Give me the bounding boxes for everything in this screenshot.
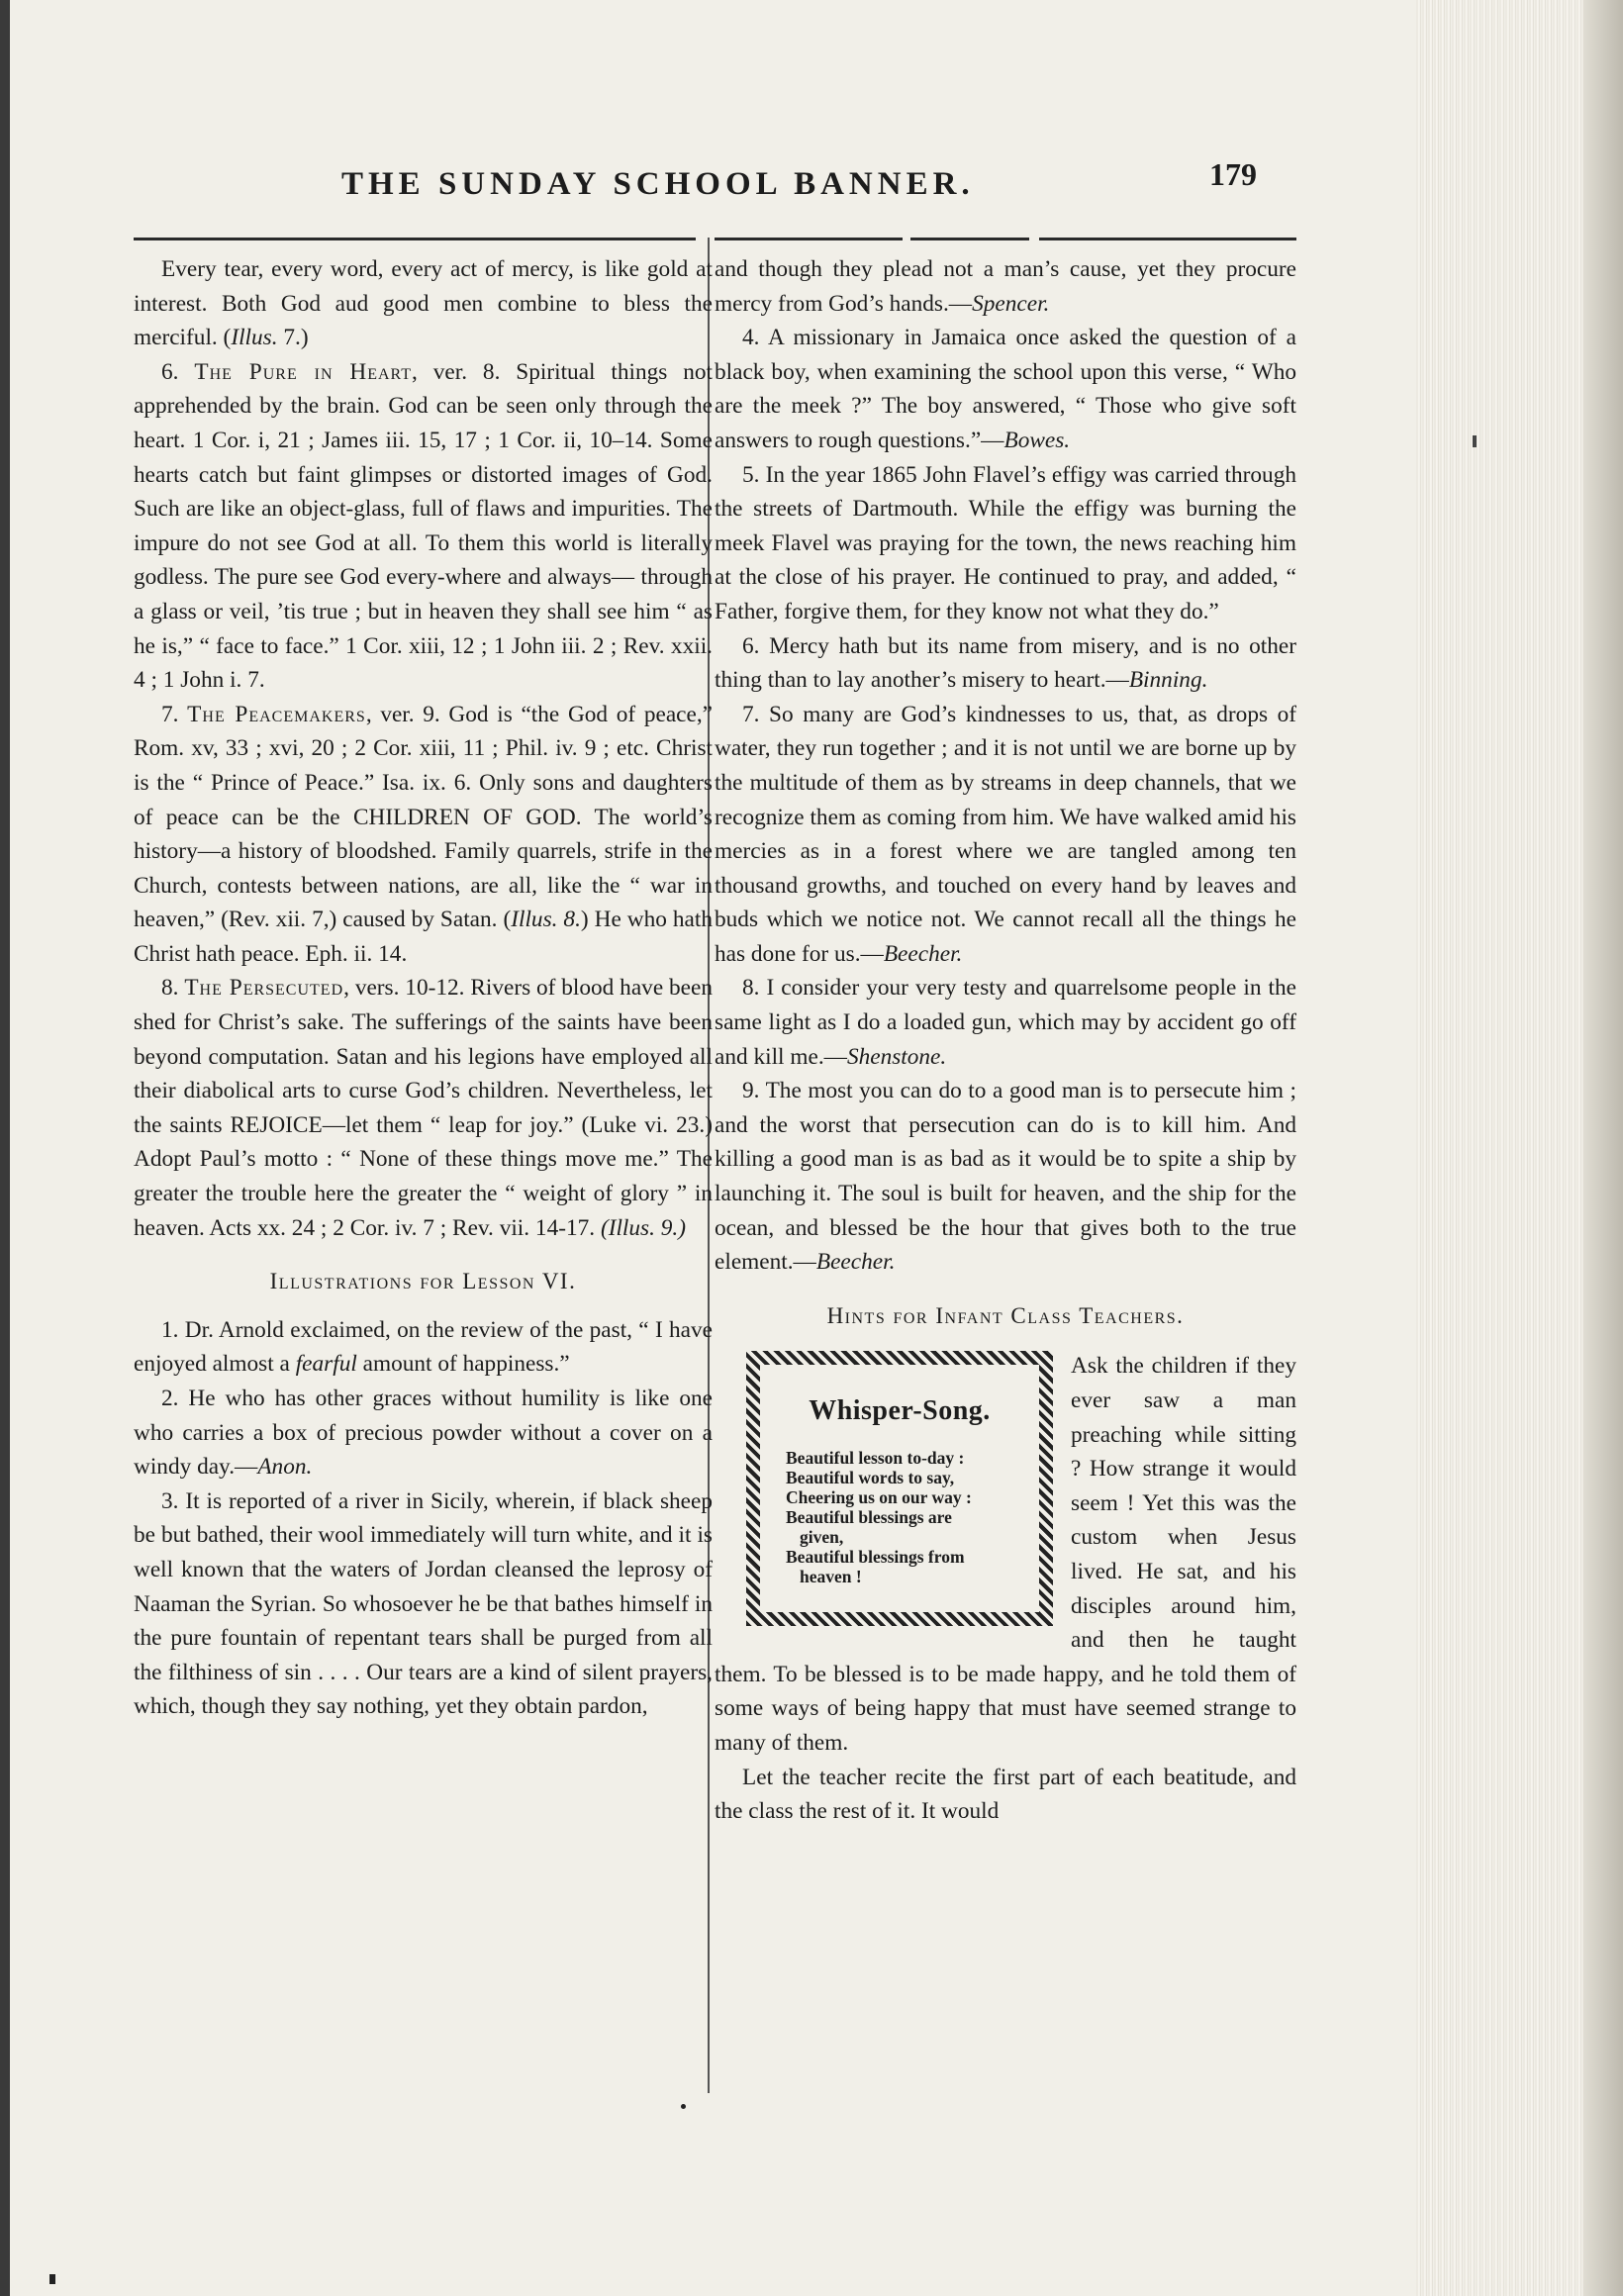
verse-line: Beautiful blessings from xyxy=(786,1547,965,1568)
paragraph: and though they plead not a man’s cause, yet they procure mercy from God’s hands.—Spencer. xyxy=(715,256,1296,317)
right-column xyxy=(715,252,1296,1829)
paragraph: 6. Mercy hath but its name from misery, and is no other thing than to lay another’s misery to heart.—Binning. xyxy=(715,632,1296,694)
page-header xyxy=(0,148,1405,208)
paragraph: Ask the children if they ever saw a man preaching while sitting ? How strange it would seem ! Yet this was the custom when Jesus lived. He sat, and his disciples around him, and then he taught them. To be blessed is to be made happy, and he told them of some ways of being happy that must have seemed strange to many of them. xyxy=(715,1353,1296,1756)
section-heading: Illustrations for Lesson VI. xyxy=(269,1269,577,1294)
header-rule-right-3 xyxy=(1039,238,1296,240)
paragraph: 2. He who has other graces without humility is like one who carries a box of precious powder without a cover on a windy day.—Anon. xyxy=(134,1386,713,1481)
left-column xyxy=(134,252,713,1724)
verse-line: heaven ! xyxy=(800,1567,862,1587)
paragraph: Let the teacher recite the first part of each beatitude, and the class the rest of it. It would xyxy=(715,1764,1296,1825)
verse-line: Beautiful blessings are xyxy=(786,1507,952,1528)
header-rule-left xyxy=(134,238,696,240)
margin-speck xyxy=(1473,435,1477,447)
paragraph: 8. I consider your very testy and quarrelsome people in the same light as I do a loaded gun, which may by accident go off and kill me.—Shenstone. xyxy=(715,975,1296,1070)
header-rule-right-1 xyxy=(715,238,903,240)
paragraph: 1. Dr. Arnold exclaimed, on the review of the past, “ I have enjoyed almost a fearful amount of happiness.” xyxy=(134,1316,713,1378)
paragraph: 6. The Pure in Heart, ver. 8. Spiritual things not apprehended by the brain. God can be seen only through the heart. 1 Cor. i, 21 ; James iii. 15, 17 ; 1 Cor. ii, 10–14. Some hearts catch but faint glimpses or distorted images of God. Such are like an object-glass, full of flaws and impurities. The impure do not see God at all. To them this world is literally godless. The pure see God every-where and always— through a glass or veil, ’tis true ; but in heaven they shall see him “ as he is,” “ face to face.” 1 Cor. xiii, 12 ; 1 John iii. 2 ; Rev. xxii. 4 ; 1 John i. 7. xyxy=(134,358,713,694)
paragraph: 8. The Persecuted, vers. 10-12. Rivers of blood have been shed for Christ’s sake. The sufferings of the saints have been beyond computation. Satan and his legions have employed all their diabolical arts to curse God’s children. Nevertheless, let the saints REJOICE—let them “ leap for joy.” (Luke vi. 23.) Adopt Paul’s motto : “ None of these things move me.” The greater the trouble here the greater the “ weight of glory ” in heaven. Acts xx. 24 ; 2 Cor. iv. 7 ; Rev. vii. 14-17. (Illus. 9.) xyxy=(134,975,713,1241)
paragraph: 4. A missionary in Jamaica once asked the question of a black boy, when examining the school upon this verse, “ Who are the meek ?” The boy answered, “ Those who give soft answers to rough questions.”—Bowes. xyxy=(715,325,1296,453)
page-number: 179 xyxy=(1209,156,1257,192)
ink-dot xyxy=(681,2104,686,2109)
paragraph: Every tear, every word, every act of mercy, is like gold at interest. Both God aud good men combine to bless the merciful. (Illus. 7.) xyxy=(134,256,713,351)
paragraph: 9. The most you can do to a good man is to persecute him ; and the worst that persecution can do is to kill him. And killing a good man is as bad as it would be to spite a ship by launching it. The soul is built for heaven, and the ship for the ocean, and blessed be the hour that gives both to the true element.—Beecher. xyxy=(715,1078,1296,1276)
verse-line: given, xyxy=(800,1527,844,1548)
paragraph: 7. The Peacemakers, ver. 9. God is “the God of peace,” Rom. xv, 33 ; xvi, 20 ; 2 Cor. xiii, 11 ; Phil. iv. 9 ; etc. Christ is the “ Prince of Peace.” Isa. ix. 6. Only sons and daughters of peace can be the CHILDREN OF GOD. The world’s history—a history of bloodshed. Family quarrels, strife in the Church, contests between nations, are all, like the “ war in heaven,” (Rev. xii. 7,) caused by Satan. (Illus. 8.) He who hath Christ hath peace. Eph. ii. 14. xyxy=(134,701,714,967)
whisper-song-verse xyxy=(786,1448,1023,1586)
whisper-song-box xyxy=(746,1351,1053,1626)
running-title: THE SUNDAY SCHOOL BANNER. xyxy=(341,166,975,202)
whisper-song-title: Whisper-Song. xyxy=(809,1395,991,1427)
paragraph: 7. So many are God’s kindnesses to us, that, as drops of water, they run together ; and it is not until we are borne up by the multitude of them as by streams in deep channels, that we recognize them as coming from him. We have walked amid his mercies as in a forest where we are tangled among ten thousand growths, and touched on every hand by leaves and buds which we notice not. We cannot recall all the things he has done for us.—Beecher. xyxy=(715,701,1296,967)
verse-line: Cheering us on our way : xyxy=(786,1487,972,1508)
paragraph: 3. It is reported of a river in Sicily, wherein, if black sheep be but bathed, their wool immediately will turn white, and it is well known that the waters of Jordan cleansed the leprosy of Naaman the Syrian. So whosoever he be that bathes himself in the pure fountain of repentant tears shall be purged from all the filthiness of sin . . . . Our tears are a kind of silent prayers, which, though they say nothing, yet they obtain pardon, xyxy=(134,1487,713,1720)
section-heading: Hints for Infant Class Teachers. xyxy=(826,1302,1185,1328)
paragraph: 5. In the year 1865 John Flavel’s effigy was carried through the streets of Dartmouth. While the effigy was burning the meek Flavel was praying for the town, the news reaching him at the close of his prayer. He continued to pray, and added, “ Father, forgive them, for they know not what they do.” xyxy=(715,461,1296,624)
margin-speck xyxy=(49,2274,55,2284)
verse-line: Beautiful words to say, xyxy=(786,1468,955,1488)
header-rule-right-2 xyxy=(910,238,1029,240)
verse-line: Beautiful lesson to-day : xyxy=(786,1448,965,1469)
page-edge-shadow xyxy=(1583,0,1623,2296)
